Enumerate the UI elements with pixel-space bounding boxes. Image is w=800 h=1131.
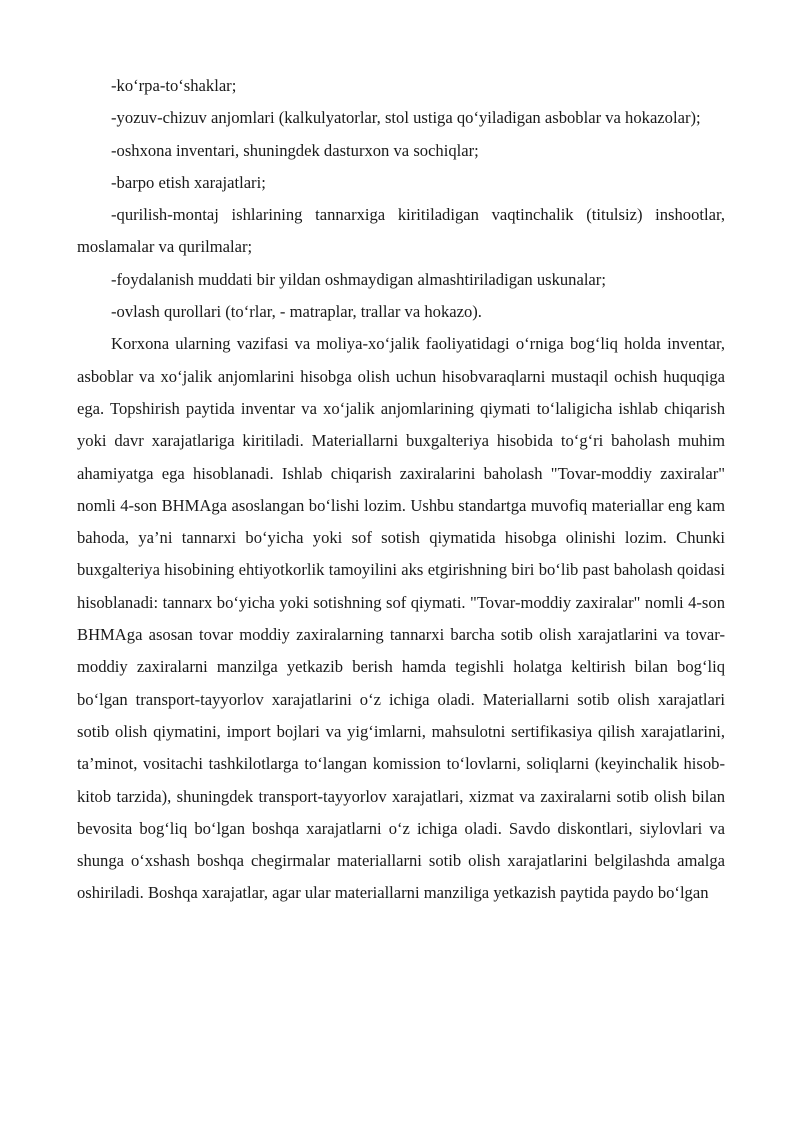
list-item: -foydalanish muddati bir yildan oshmaydigan almashtiriladigan uskunalar; <box>111 269 606 289</box>
list-item: -ovlash qurollari (to‘rlar, - matraplar, trallar va hokazo). <box>111 302 482 322</box>
list-item: -qurilish-montaj ishlarining tannarxiga kiritiladigan vaqtinchalik (titulsiz) inshootlar, moslamalar va qurilmalar; <box>77 205 725 257</box>
list-item: -barpo etish xarajatlari; <box>111 172 266 192</box>
list-item: -oshxona inventari, shuningdek dasturxon va sochiqlar; <box>111 140 479 160</box>
body-paragraph: Korxona ularning vazifasi va moliya-xo‘jalik faoliyatidagi o‘rniga bog‘liq holda inventar, asboblar va xo‘jalik anjomlarini hisobga olish uchun hisobvaraqlarni mustaqil ochish huquqiga ega. Topshirish paytida inventar va xo‘jalik anjomlarining qiymati to‘laligicha ishlab chiqarish yoki davr xarajatlariga kiritiladi. Materiallarni buxgalteriya hisobida to‘g‘ri baholash muhim ahamiyatga ega hisoblanadi. Ishlab chiqarish zaxiralarini baholash "Tovar-moddiy zaxiralar" nomli 4-son BHMAga asoslangan bo‘lishi lozim. Ushbu standartga muvofiq materiallar eng kam bahoda, ya’ni tannarxi bo‘yicha yoki sof sotish qiymatida hisobga olinishi lozim. Chunki buxgalteriya hisobining ehtiyotkorlik tamoyilini aks etgirishning biri bo‘lib past baholash qoidasi hisoblanadi: tannarx bo‘yicha yoki sotishning sof qiymati. "Tovar-moddiy zaxiralar" nomli 4-son BHMAga asosan tovar moddiy zaxiralarning tannarxi barcha sotib olish xarajatlarini va tovar-moddiy zaxiralarni manzilga yetkazib berish hamda tegishli holatga keltirish bilan bog‘liq bo‘lgan transport-tayyorlov xarajatlarini o‘z ichiga oladi. Materiallarni sotib olish xarajatlari sotib olish qiymatini, import bojlari va yig‘imlarni, mahsulotni sertifikasiya qilish xarajatlarini, ta’minot, vositachi tashkilotlarga to‘langan komission to‘lovlarni, soliqlarni (keyinchalik hisob-kitob tarzida), shuningdek transport-tayyorlov xarajatlari, xizmat va zaxiralarni sotib olish bilan bevosita bog‘liq bo‘lgan boshqa xarajatlarni o‘z ichiga oladi. Savdo diskontlari, siylovlari va shunga o‘xshash boshqa chegirmalar materiallarni sotib olish xarajatlarini belgilashda amalga oshiriladi. Boshqa xarajatlar, agar ular materiallarni manziliga yetkazish paytida paydo bo‘lgan <box>77 334 725 903</box>
document-page <box>77 70 725 910</box>
list-item: -yozuv-chizuv anjomlari (kalkulyatorlar, stol ustiga qo‘yiladigan asboblar va hokazolar); <box>111 108 701 128</box>
list-item: -ko‘rpa-to‘shaklar; <box>111 76 237 95</box>
